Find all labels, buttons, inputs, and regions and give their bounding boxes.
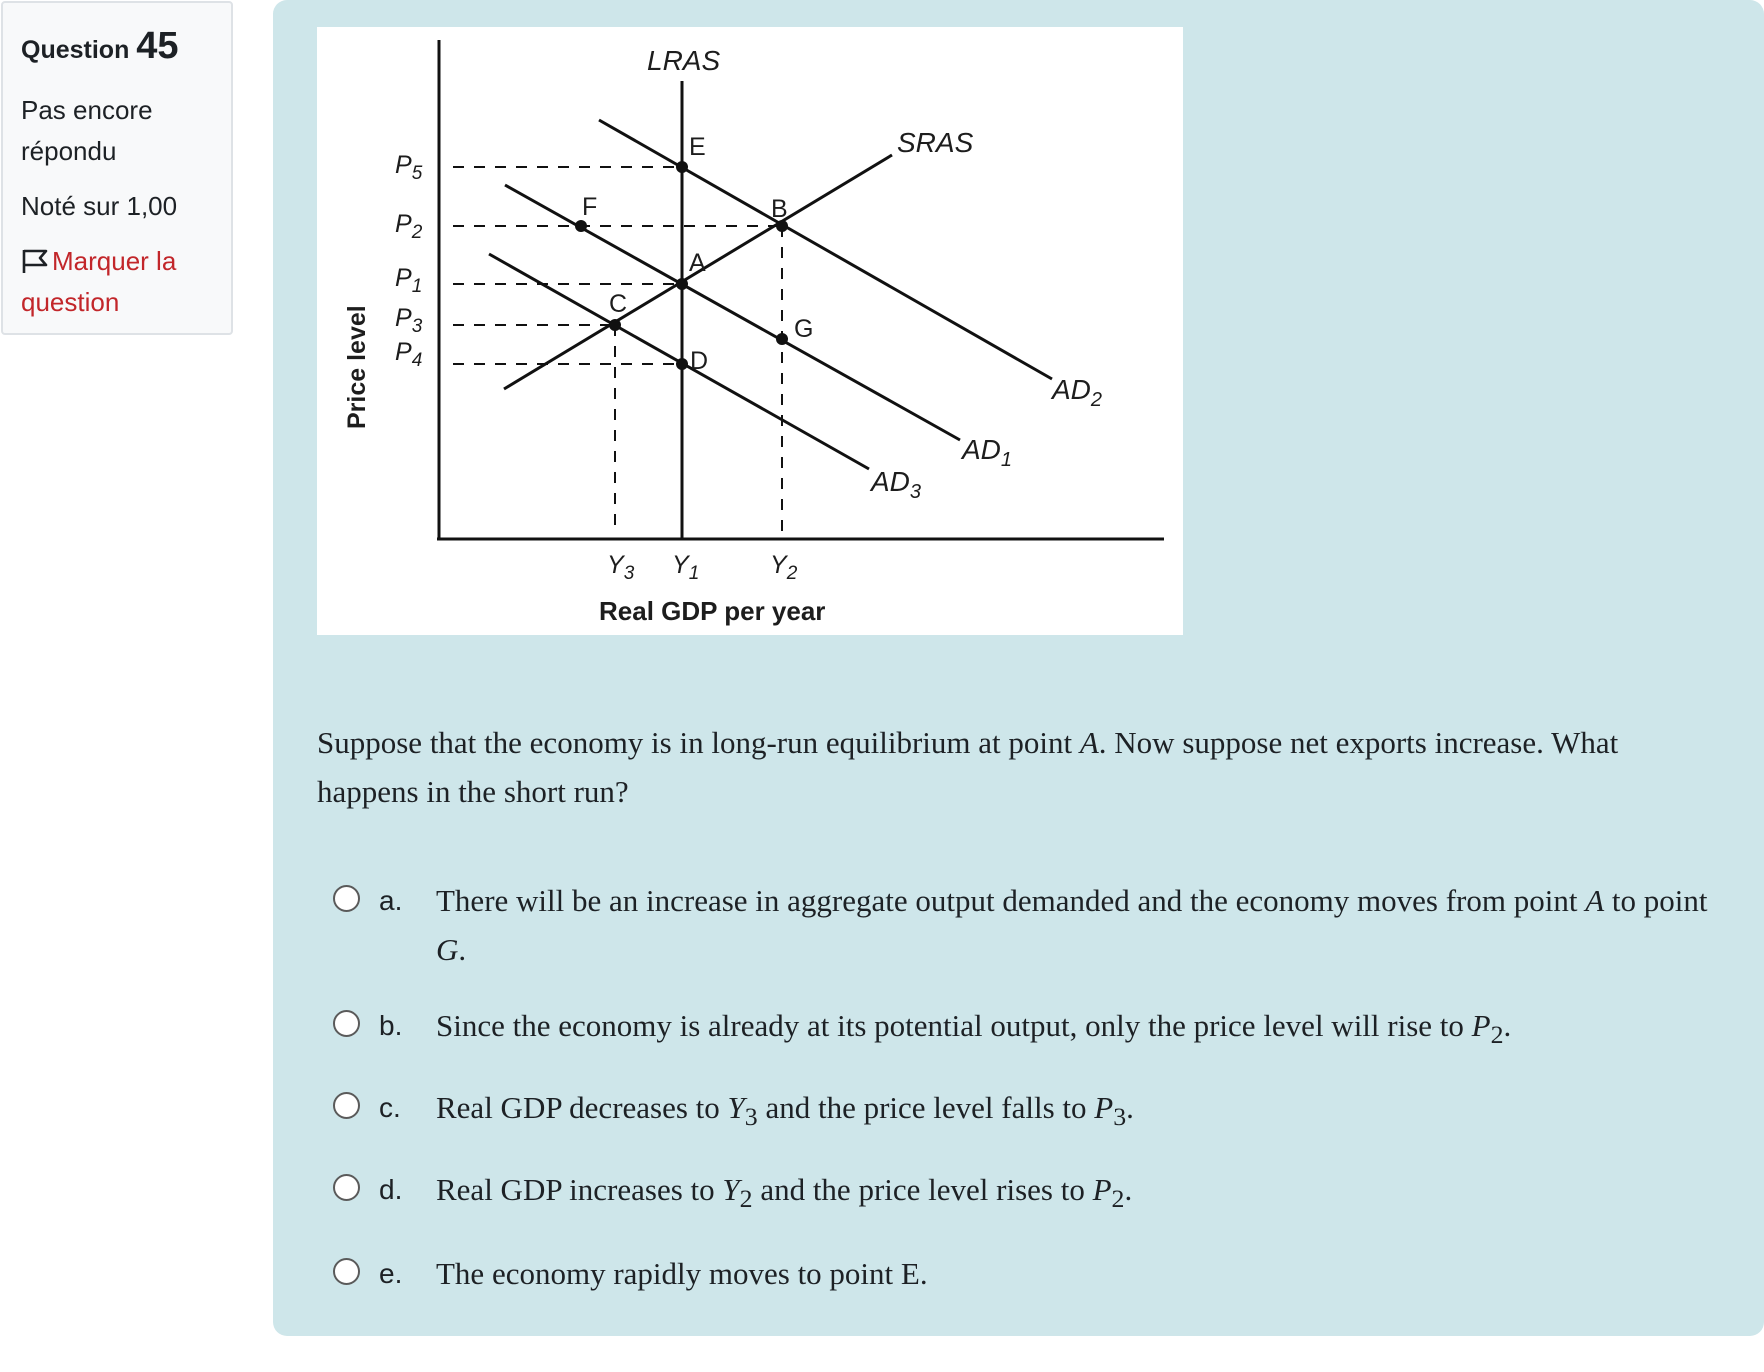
- question-text-part: Suppose that the economy is in long-run equilibrium at point: [317, 725, 1080, 760]
- y3-label: $Y_3$: [607, 551, 635, 584]
- ad1-label: $AD_1$: [962, 434, 1013, 471]
- answer-italic: P: [1092, 1172, 1112, 1208]
- point-c-label: C: [609, 290, 628, 318]
- ad3-label: $AD_3$: [871, 466, 922, 503]
- answer-option-a[interactable]: [333, 876, 1733, 974]
- ad-as-graph: [317, 27, 1183, 635]
- answer-text-part: .: [1124, 1172, 1133, 1208]
- ad2-line: [599, 120, 1052, 379]
- ad1-line: [505, 185, 960, 440]
- answer-text-part: .: [458, 932, 467, 967]
- point-a-dot: [676, 278, 688, 290]
- p2-label: $P_2$: [395, 210, 423, 243]
- answer-option-e[interactable]: [333, 1249, 1733, 1298]
- question-text: [317, 718, 1727, 816]
- answer-letter: e.: [379, 1257, 403, 1289]
- answer-letter: a.: [379, 885, 403, 916]
- question-heading: [21, 25, 213, 68]
- answer-subscript: 2: [739, 1184, 753, 1214]
- answer-option-b[interactable]: [333, 1001, 1733, 1059]
- question-info-panel: [1, 1, 233, 335]
- y1-label: $Y_1$: [672, 551, 700, 584]
- ad2-label: $AD_2$: [1052, 374, 1103, 411]
- answer-text: [436, 876, 1733, 974]
- answer-italic: P: [1471, 1008, 1491, 1043]
- answer-text-part: The economy rapidly moves to point E.: [436, 1255, 928, 1291]
- flag-label: Marquer la question: [21, 246, 177, 317]
- answer-text: [436, 1165, 1733, 1223]
- answer-text-part: .: [1503, 1008, 1512, 1043]
- y-axis-label: Price level: [343, 305, 371, 429]
- question-text-part: . Now suppose net exports increase. What happens in the short run?: [317, 725, 1619, 809]
- p5-label: $P_5$: [395, 151, 423, 184]
- answer-option-c[interactable]: [333, 1083, 1733, 1141]
- answer-option-d[interactable]: [333, 1165, 1733, 1223]
- answer-text-part: Real GDP increases to: [436, 1172, 723, 1208]
- answer-options: [333, 876, 1733, 1298]
- x-axis-label: Real GDP per year: [599, 596, 826, 626]
- answer-subscript: 2: [1490, 1020, 1504, 1050]
- radio-button-e[interactable]: [333, 1258, 360, 1285]
- answer-text-part: Since the economy is already at its potential output, only the price level will rise to: [436, 1008, 1472, 1043]
- answer-italic: Y: [727, 1090, 745, 1126]
- answer-text-part: to point: [1604, 883, 1708, 918]
- point-a-label: A: [689, 249, 706, 277]
- answer-italic: Y: [722, 1172, 740, 1208]
- y2-label: $Y_2$: [770, 551, 798, 584]
- question-point: A: [1079, 725, 1099, 760]
- point-g-label: G: [794, 315, 814, 343]
- question-number: 45: [136, 25, 179, 67]
- answer-text-part: Real GDP decreases to: [436, 1090, 728, 1126]
- answer-text-part: and the price level rises to: [752, 1172, 1093, 1208]
- point-d-label: D: [690, 347, 709, 375]
- question-word: Question: [21, 36, 130, 64]
- answer-text: [436, 1083, 1733, 1141]
- p4-label: $P_4$: [395, 338, 423, 371]
- flag-question-link[interactable]: [21, 241, 213, 323]
- p3-label: $P_3$: [395, 304, 423, 337]
- point-f-label: F: [582, 193, 598, 221]
- point-e-dot: [676, 161, 688, 173]
- answer-text-part: There will be an increase in aggregate output demanded and the economy moves from point: [436, 883, 1586, 918]
- question-content: [273, 0, 1764, 1336]
- p1-label: $P_1$: [395, 264, 423, 297]
- point-g-dot: [776, 333, 788, 345]
- answer-letter: c.: [379, 1092, 401, 1124]
- sras-label: SRAS: [897, 127, 974, 158]
- grade-info: Noté sur 1,00: [21, 191, 178, 221]
- answer-text: [436, 1001, 1733, 1059]
- point-e-label: E: [689, 133, 706, 161]
- answer-subscript: 3: [1113, 1102, 1127, 1132]
- answer-italic: P: [1094, 1090, 1114, 1126]
- answer-subscript: 3: [744, 1102, 758, 1132]
- point-b-label: B: [771, 195, 788, 223]
- answer-letter: d.: [379, 1174, 403, 1206]
- answer-letter: b.: [379, 1010, 403, 1041]
- radio-button-c[interactable]: [333, 1092, 360, 1119]
- answer-subscript: 2: [1111, 1184, 1125, 1214]
- flag-icon: [21, 248, 49, 274]
- answer-italic: A: [1585, 883, 1605, 918]
- point-c-dot: [609, 319, 621, 331]
- radio-button-b[interactable]: [333, 1010, 360, 1037]
- answer-text: [436, 1249, 1733, 1298]
- lras-label: LRAS: [647, 45, 721, 76]
- point-f-dot: [575, 220, 587, 232]
- point-d-dot: [676, 358, 688, 370]
- answer-italic: G: [436, 932, 459, 967]
- answer-status: Pas encore répondu: [21, 95, 153, 166]
- answer-text-part: .: [1126, 1090, 1134, 1126]
- radio-button-a[interactable]: [333, 885, 360, 912]
- answer-text-part: and the price level falls to: [757, 1090, 1095, 1126]
- radio-button-d[interactable]: [333, 1174, 360, 1201]
